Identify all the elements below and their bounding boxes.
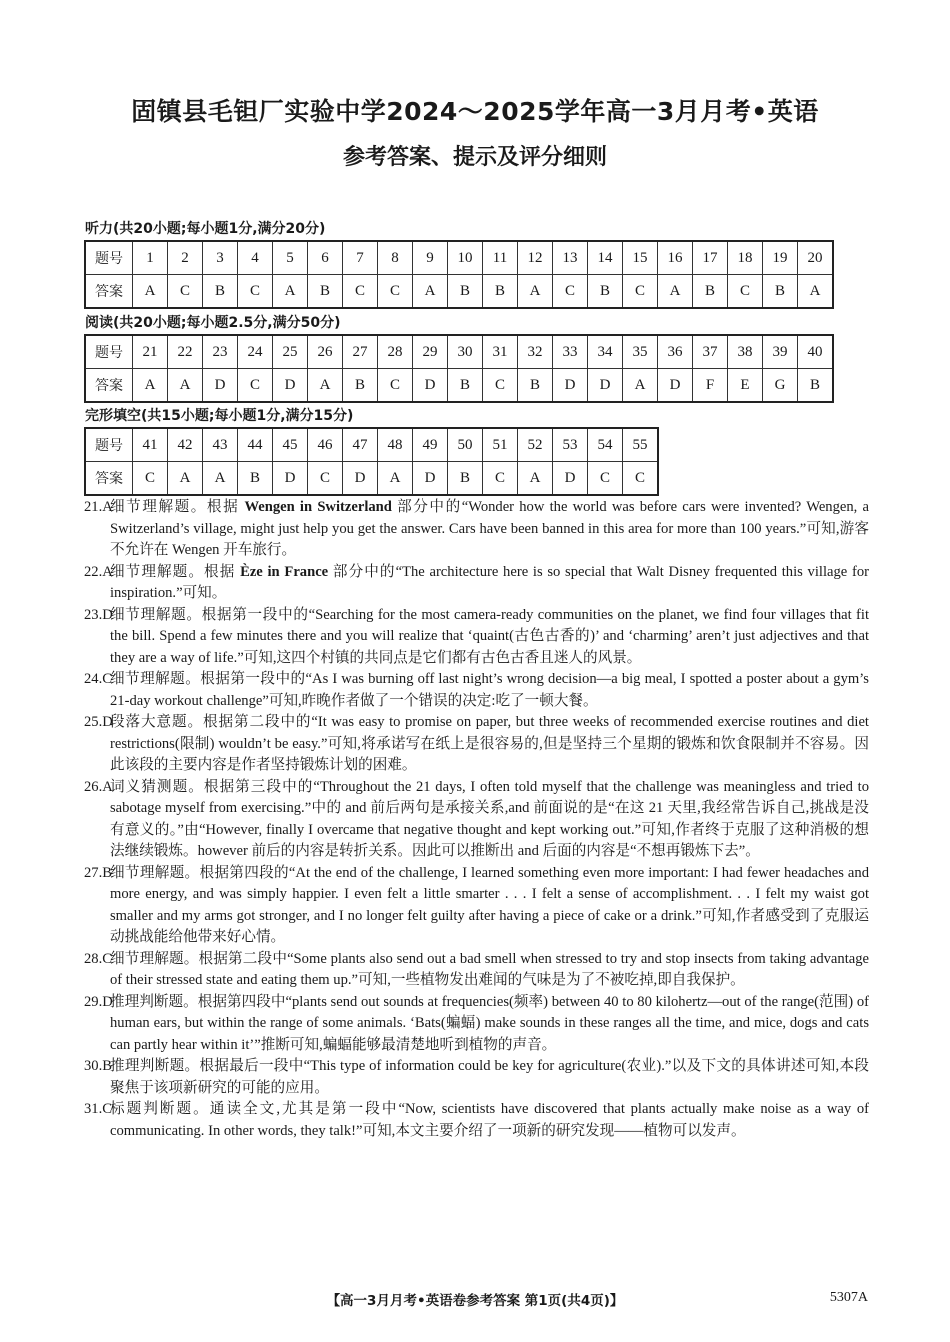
answer-cell: A (798, 275, 834, 309)
answer-cell: B (448, 369, 483, 403)
row-header-answer: 答案 (85, 462, 133, 496)
explanations-list (84, 497, 869, 1142)
question-number-cell: 43 (203, 428, 238, 462)
explanation-text: 推理判断题。根据最后一段中“This type of information could be key for agriculture(农业).”以及下文的具体讲述可知,本段聚焦于该项新研究的可能的应用。 (110, 1058, 869, 1096)
answer-cell: B (448, 462, 483, 496)
explanation-item (84, 562, 869, 605)
question-number-cell: 39 (763, 335, 798, 369)
question-number-cell: 36 (658, 335, 693, 369)
answer-cell: A (413, 275, 448, 309)
explanation-number: 26.A (84, 778, 113, 795)
answer-cell: D (273, 462, 308, 496)
explanation-number: 31.C (84, 1101, 112, 1117)
page-title: 固镇县毛钽厂实验中学2024～2025学年高一3月月考•英语 (131, 97, 819, 126)
explanation-text: 标题判断题。通读全文,尤其是第一段中“Now, scientists have discovered that plants actually make noise as a way of communicating. In other words, they talk!”可知,本文主要介绍了一项新的研究发现——植物可以发声。 (110, 1101, 869, 1139)
paper-code: 5307A (829, 1290, 868, 1305)
answer-cell: D (658, 369, 693, 403)
question-number-cell: 18 (728, 241, 763, 275)
question-number-row (85, 428, 658, 462)
question-number-cell: 20 (798, 241, 834, 275)
answer-cell: B (693, 275, 728, 309)
answer-cell: E (728, 369, 763, 403)
answer-cell: C (623, 275, 658, 309)
answer-row (85, 462, 658, 496)
question-number-cell: 17 (693, 241, 728, 275)
explanation-item (84, 497, 869, 562)
section-label: 听力(共20小题;每小题1分,满分20分) (85, 221, 326, 237)
explanation-number: 30.B (84, 1058, 112, 1074)
answer-cell: D (343, 462, 378, 496)
question-number-cell: 40 (798, 335, 834, 369)
question-number-cell: 19 (763, 241, 798, 275)
answer-cell: C (483, 462, 518, 496)
row-header-answer: 答案 (85, 369, 133, 403)
explanation-number: 24.C (84, 671, 112, 687)
answer-cell: C (378, 275, 413, 309)
question-number-cell: 50 (448, 428, 483, 462)
question-number-cell: 32 (518, 335, 553, 369)
answer-cell: A (203, 462, 238, 496)
explanation-item (84, 777, 869, 863)
question-number-cell: 8 (378, 241, 413, 275)
explanation-number: 25.D (84, 714, 113, 730)
question-number-cell: 44 (238, 428, 273, 462)
explanation-item (84, 1099, 869, 1142)
question-number-cell: 51 (483, 428, 518, 462)
section-reference: Wengen in Switzerland (244, 499, 392, 515)
question-number-cell: 42 (168, 428, 203, 462)
answer-cell: C (308, 462, 343, 496)
question-number-cell: 1 (133, 241, 168, 275)
question-number-cell: 52 (518, 428, 553, 462)
question-number-cell: 2 (168, 241, 203, 275)
explanation-item (84, 992, 869, 1057)
question-number-cell: 23 (203, 335, 238, 369)
question-number-cell: 5 (273, 241, 308, 275)
question-number-cell: 29 (413, 335, 448, 369)
answer-cell: C (133, 462, 168, 496)
question-number-cell: 22 (168, 335, 203, 369)
answer-cell: A (518, 275, 553, 309)
answer-cell: D (413, 369, 448, 403)
answer-cell: B (448, 275, 483, 309)
question-number-cell: 28 (378, 335, 413, 369)
question-number-cell: 30 (448, 335, 483, 369)
answer-cell: C (343, 275, 378, 309)
answer-cell: B (588, 275, 623, 309)
answer-cell: D (413, 462, 448, 496)
question-number-row (85, 241, 833, 275)
answer-cell: B (343, 369, 378, 403)
question-number-cell: 53 (553, 428, 588, 462)
question-number-cell: 25 (273, 335, 308, 369)
answer-cell: B (203, 275, 238, 309)
question-number-cell: 49 (413, 428, 448, 462)
question-number-cell: 27 (343, 335, 378, 369)
explanation-number: 22.A (84, 563, 113, 580)
answer-cell: C (238, 275, 273, 309)
answer-cell: B (308, 275, 343, 309)
explanation-number: 27.B (84, 864, 112, 881)
question-number-cell: 41 (133, 428, 168, 462)
explanation-item (84, 949, 869, 992)
row-header-number: 题号 (85, 335, 133, 369)
question-number-row (85, 335, 833, 369)
answer-cell: A (168, 462, 203, 496)
answer-cell: D (203, 369, 238, 403)
answer-cell: B (798, 369, 834, 403)
question-number-cell: 35 (623, 335, 658, 369)
answer-cell: B (763, 275, 798, 309)
explanation-text: 细节理解题。根据第一段中的“Searching for the most camera-ready communities on the planet, we find four villages that fit the bill. Spend a few minutes there and you will realize that ‘quaint(古色古香的)’ and ‘charming’ aren’t just adjectives and that they are a way of life.”可知,这四个村镇的共同点是它们都有古色古香且迷人的风景。 (110, 606, 869, 666)
answer-cell: A (623, 369, 658, 403)
answer-cell: F (693, 369, 728, 403)
answer-cell: D (273, 369, 308, 403)
answer-row (85, 369, 833, 403)
question-number-cell: 4 (238, 241, 273, 275)
answer-table (84, 240, 834, 309)
row-header-answer: 答案 (85, 275, 133, 309)
explanation-text: 词义猜测题。根据第三段中的“Throughout the 21 days, I often told myself that the challenge was meaningless and tried to sabotage myself from exercising.”中的 and 前后两句是承接关系,and 前面说的是“在这 21 天里,我经常告诉自己,挑战是没有意义的。”由“However, finally I overcame that negative thought and kept working out.”可知,作者终于克服了这种消极的想法继续锻炼。however 前后的内容是转折关系。因此可以推断出 and 后面的内容是“不想再锻炼下去”。 (110, 778, 869, 859)
explanation-item (84, 669, 869, 712)
question-number-cell: 10 (448, 241, 483, 275)
explanation-number: 21.A (84, 499, 113, 515)
answer-cell: B (518, 369, 553, 403)
answer-cell: A (658, 275, 693, 309)
answer-cell: D (553, 462, 588, 496)
answer-cell: A (168, 369, 203, 403)
question-number-cell: 3 (203, 241, 238, 275)
question-number-cell: 11 (483, 241, 518, 275)
answer-row (85, 275, 833, 309)
explanation-text: 细节理解题。根据第四段的“At the end of the challenge, I learned something even more important: I had fewer headaches and more energy, and was simply happier. I even felt a little smarter . . . I felt a sense of accomplishment. . . I felt my waist got smaller and my arms got stronger, and I no longer felt guilty after having a piece of cake or a drink.”可知,作者感受到了克服运动挑战能给他带来好心情。 (110, 864, 869, 945)
question-number-cell: 14 (588, 241, 623, 275)
explanation-number: 23.D (84, 606, 113, 623)
question-number-cell: 16 (658, 241, 693, 275)
answer-cell: A (273, 275, 308, 309)
page-subtitle: 参考答案、提示及评分细则 (342, 145, 607, 170)
explanation-text: 细节理解题。根据第二段中“Some plants also send out a bad smell when stressed to try and stop insects from taking advantage of their stressed state and eating them up.”可知,一些植物发出难闻的气味是为了不被吃掉,即自我保护。 (110, 950, 869, 988)
question-number-cell: 45 (273, 428, 308, 462)
explanation-text: 细节理解题。根据第一段中的“As I was burning off last night’s wrong decision—a big meal, I spotted a poster about a gym’s 21-day workout challenge”可知,昨晚作者做了一个错误的决定:吃了一顿大餐。 (110, 671, 869, 709)
question-number-cell: 54 (588, 428, 623, 462)
explanation-text: 细节理解题。根据 Wengen in Switzerland 部分中的“Wonder how the world was before cars were invented? Wengen, a Switzerland’s village, might just help you get the answer. Cars have been banned in this area for more than 100 years.”可知,游客不允许在 Wengen 开车旅行。 (110, 499, 869, 558)
answer-cell: C (623, 462, 659, 496)
explanation-text: 段落大意题。根据第二段中的“It was easy to promise on paper, but three weeks of recommended exercise routines and diet restrictions(限制) wouldn’t be easy.”可知,将承诺写在纸上是很容易的,但是坚持三个星期的锻炼和饮食限制并不容易。因此该段的主要内容是作者坚持锻炼计划的困难。 (110, 714, 869, 773)
question-number-cell: 12 (518, 241, 553, 275)
question-number-cell: 37 (693, 335, 728, 369)
question-number-cell: 7 (343, 241, 378, 275)
answer-cell: A (308, 369, 343, 403)
answer-cell: A (133, 275, 168, 309)
answer-cell: C (728, 275, 763, 309)
question-number-cell: 9 (413, 241, 448, 275)
question-number-cell: 46 (308, 428, 343, 462)
answer-cell: C (378, 369, 413, 403)
answer-cell: C (238, 369, 273, 403)
question-number-cell: 31 (483, 335, 518, 369)
answer-cell: C (483, 369, 518, 403)
answer-cell: C (168, 275, 203, 309)
row-header-number: 题号 (85, 428, 133, 462)
question-number-cell: 33 (553, 335, 588, 369)
section-label: 完形填空(共15小题;每小题1分,满分15分) (85, 408, 354, 424)
answer-cell: B (238, 462, 273, 496)
question-number-cell: 21 (133, 335, 168, 369)
answer-table (84, 427, 659, 496)
answer-cell: D (588, 369, 623, 403)
question-number-cell: 6 (308, 241, 343, 275)
explanation-text: 推理判断题。根据第四段中“plants send out sounds at frequencies(频率) between 40 to 80 kilohertz—out of the range(范围) of human ears, but within the range of some animals. ‘Bats(蝙蝠) make sounds in these ranges all the time, and mice, dogs and cats can partly hear within it’”推断可知,蝙蝠能够最清楚地听到植物的声音。 (110, 993, 869, 1053)
answer-cell: C (553, 275, 588, 309)
question-number-cell: 13 (553, 241, 588, 275)
answer-cell: B (483, 275, 518, 309)
section-reference: Èze in France (240, 563, 329, 580)
question-number-cell: 38 (728, 335, 763, 369)
section-label: 阅读(共20小题;每小题2.5分,满分50分) (85, 315, 341, 331)
answer-cell: D (553, 369, 588, 403)
question-number-cell: 26 (308, 335, 343, 369)
explanation-item (84, 605, 869, 670)
question-number-cell: 15 (623, 241, 658, 275)
question-number-cell: 34 (588, 335, 623, 369)
question-number-cell: 24 (238, 335, 273, 369)
question-number-cell: 47 (343, 428, 378, 462)
explanation-item (84, 1056, 869, 1099)
answer-table (84, 334, 834, 403)
answer-cell: G (763, 369, 798, 403)
answer-cell: C (588, 462, 623, 496)
answer-cell: A (378, 462, 413, 496)
explanation-number: 28.C (84, 950, 112, 967)
page-footer: 【高一3月月考•英语卷参考答案 第1页(共4页)】 (326, 1293, 624, 1309)
explanation-number: 29.D (84, 993, 113, 1010)
question-number-cell: 48 (378, 428, 413, 462)
answer-cell: A (133, 369, 168, 403)
explanation-item (84, 863, 869, 949)
answer-cell: A (518, 462, 553, 496)
row-header-number: 题号 (85, 241, 133, 275)
explanation-item (84, 712, 869, 777)
question-number-cell: 55 (623, 428, 659, 462)
explanation-text: 细节理解题。根据 Èze in France 部分中的“The architecture here is so special that Walt Disney frequented this village for inspiration.”可知。 (110, 563, 870, 601)
